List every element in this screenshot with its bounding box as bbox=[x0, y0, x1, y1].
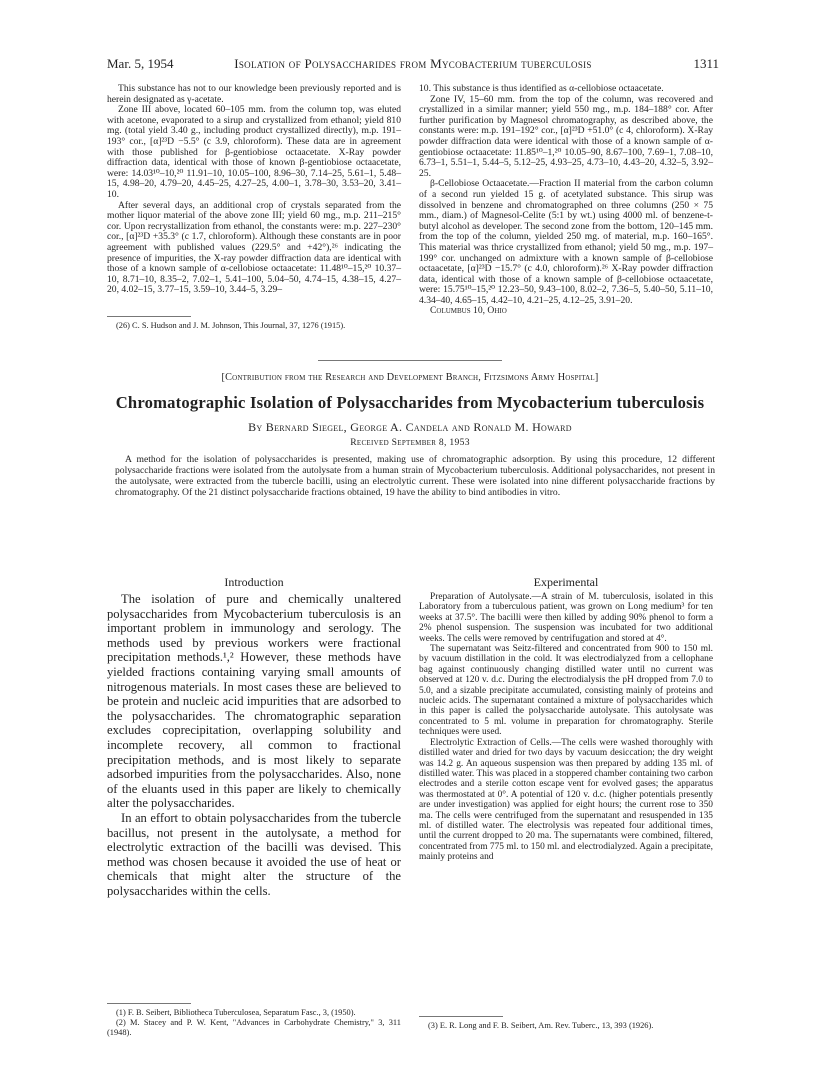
footnote-text: (1) F. B. Seibert, Bibliotheca Tuberculosea, Separatum Fasc., 3, (1950). bbox=[116, 1008, 356, 1017]
introduction-heading: Introduction bbox=[224, 575, 284, 589]
paragraph: Zone III above, located 60–105 mm. from the column top, was eluted with acetone, evaporated to a sirup and crystallized from ethanol; yield 810 mg. (total yield 3.40 g., including product crystallized directly), m.p. 191–193° cor., [α]²³D −5.5° (c 3.9, chloroform). These data are in agreement with those published for β-gentiobiose octaacetate. X-Ray powder diffraction data, identical with those of known β-gentiobiose octaacetate, were: 14.03¹⁰–10,²⁰ 11.91–10, 10.05–100, 8.96–30, 7.14–25, 5.61–1, 5.48–15, 4.98–20, 4.79–20, 4.45–25, 4.27–25, 4.00–1, 3.78–30, 3.53–20, 3.41–10. bbox=[107, 104, 401, 200]
footnote-text: (26) C. S. Hudson and J. M. Johnson, This Journal, 37, 1276 (1915). bbox=[116, 321, 346, 330]
footnote-3 bbox=[419, 1021, 713, 1031]
abstract: A method for the isolation of polysaccharides is presented, making use of chromatographic adsorption. By using this procedure, 12 different polysaccharide fractions were isolated from the autolysate from a human strain of Mycobacterium tuberculosis. Additional polysaccharides, not present in the autolysate, were extracted from the tubercle bacilli, using an electrolytic current. These were isolated into nine different polysaccharide fractions by chromatography. Of the 21 distinct polysaccharide fractions obtained, 19 have the ability to bind antibodies in vitro. bbox=[115, 454, 715, 498]
page-number: 1311 bbox=[693, 56, 719, 71]
running-header bbox=[107, 56, 719, 72]
paragraph: The isolation of pure and chemically unaltered polysaccharides from Mycobacterium tuberculosis is an important problem in immunology and serology. The methods used by previous workers were fractional precipitation methods.¹,² However, these methods have yielded fractions containing varying small amounts of nitrogenous materials. In most cases these are believed to be protein and nucleic acid impurities that are adsorbed to the polysaccharides. The chromatographic separation excludes coprecipitation, overlapping solubility and incomplete recovery, all common to fractional precipitation methods, and is most likely to separate adsorbed impurities from the polysaccharides. Also, none of the eluants used in this paper are likely to chemically alter the polysaccharides. bbox=[107, 592, 401, 811]
footnote-text: (3) E. R. Long and F. B. Seibert, Am. Rev. Tuberc., 13, 393 (1926). bbox=[428, 1021, 654, 1030]
received-date: Received September 8, 1953 bbox=[350, 437, 470, 448]
paragraph: In an effort to obtain polysaccharides from the tubercle bacillus, not present in the autolysate, a method for electrolytic extraction of the bacilli was devised. This method was chosen because it avoided the use of heat or chemicals that might alter the structure of the polysaccharides within the cells. bbox=[107, 810, 401, 898]
paragraph: Preparation of Autolysate.—A strain of M. tuberculosis, isolated in this Laboratory from a tuberculous patient, was grown on Long medium³ for ten weeks at 37.5°. The bacilli were then killed by adding 90% phenol to form a 2% phenol suspension. The suspension was incubated for two additional weeks. The cells were removed by centrifugation and stored at 4°. bbox=[419, 592, 713, 644]
footnote-rule bbox=[107, 1003, 191, 1004]
paragraph: This substance has not to our knowledge been previously reported and is herein designated as γ-acetate. bbox=[107, 83, 401, 105]
footnote-text: (2) M. Stacey and P. W. Kent, "Advances in Carbohydrate Chemistry," 3, 311 (1948). bbox=[107, 1017, 401, 1037]
paragraph: β-Cellobiose Octaacetate.—Fraction II material from the carbon column of a second run yielded 15 g. of acetylated substance. This sirup was dissolved in benzene and chromatographed on three columns (250 × 75 mm., diam.) of Magnesol-Celite (5:1 by wt.) using 4000 ml. of benzene-t-butyl alcohol as developer. The second zone from the bottom, 120–145 mm. from the top of the column, yielded 250 mg. of material, m.p. 160–165°. This material was thrice crystallized from ethanol; yield 50 mg., m.p. 197–199° cor. unchanged on admixture with a known sample of β-cellobiose octaacetate, [α]²³D −15.7° (c 4.0, chloroform).²⁶ X-Ray powder diffraction data, identical with those of a known sample of β-cellobiose octaacetate, were: 15.75¹⁰–15,²⁰ 12.23–50, 9.43–100, 8.02–2, 7.36–5, 5.40–50, 5.11–10, 4.34–40, 4.65–15, 4.42–10, 4.21–25, 4.12–25, 3.91–20. bbox=[419, 178, 713, 306]
introduction-body bbox=[107, 592, 401, 898]
paragraph: Electrolytic Extraction of Cells.—The cells were washed thoroughly with distilled water and dried for two days by vacuum desiccation; the dry weight was 14.2 g. An aqueous suspension was then prepared by adding 135 ml. of distilled water. This was placed in a stoppered chamber containing two carbon electrodes and a sterile cotton escape vent for evolved gases; the apparatus was thermostated at 0°. A potential of 120 v. d.c. (higher potentials presently are under investigation) was applied for eight hours; the current rose to 350 ma. The cells were centrifuged from the supernatant and resuspended in 135 ml. of distilled water. The electrolysis was repeated four additional times, until the current dropped to 20 ma. The supernatants were combined, filtered, concentrated from 775 ml. to 150 ml. and electrodialyzed. Again a precipitate, mainly proteins and bbox=[419, 737, 713, 863]
author-line: By Bernard Siegel, George A. Candela and Ronald M. Howard bbox=[248, 420, 572, 434]
paragraph: Zone IV, 15–60 mm. from the top of the column, was recovered and crystallized in a similar manner; yield 550 mg., m.p. 184–188° cor. After further purification by Magnesol chromatography, as described above, the constants were: m.p. 191–192° cor., [α]²³D +51.0° (c 4, chloroform). X-Ray powder diffraction data were identical with those of a known sample of α-gentiobiose octaacetate: 11.85¹⁰–1,²⁰ 10.05–90, 8.67–100, 7.69–1, 7.08–10, 6.73–1, 5.51–1, 5.44–5, 5.12–25, 4.93–25, 4.73–10, 4.43–20, 4.32–5, 3.92–25. bbox=[419, 93, 713, 179]
article-title: Chromatographic Isolation of Polysaccharides from Mycobacterium tuberculosis bbox=[115, 393, 705, 412]
section-divider bbox=[318, 360, 502, 361]
issue-date: Mar. 5, 1954 bbox=[107, 56, 174, 71]
footnote-26 bbox=[107, 321, 401, 331]
experimental-body bbox=[419, 592, 713, 863]
introduction-footnotes bbox=[107, 1008, 401, 1037]
footnote-rule bbox=[419, 1016, 503, 1017]
contribution-line: [Contribution from the Research and Development Branch, Fitzsimons Army Hospital] bbox=[221, 372, 599, 383]
paragraph: The supernatant was Seitz-filtered and concentrated from 900 to 150 ml. by vacuum distillation in the cold. It was electrodialyzed from a cellophane bag against continuously changing distilled water until no current was observed at 120 v. d.c. During the electrodialysis the pH dropped from 7.0 to 5.0, and a sizable precipitate accumulated, consisting mainly of proteins and nucleic acids. The supernatant contained a mixture of polysaccharides which in this paper is called the polysaccharide autolysate. This autolysate was concentrated to 5 ml. volume in preparation for chromatography. Sterile techniques were used. bbox=[419, 644, 713, 738]
paragraph: 10. This substance is thus identified as α-cellobiose octaacetate. bbox=[419, 83, 664, 94]
top-right-column bbox=[419, 84, 713, 317]
location: Columbus 10, Ohio bbox=[430, 305, 507, 317]
top-left-column bbox=[107, 84, 401, 296]
paragraph: After several days, an additional crop of crystals separated from the mother liquor material of the above zone III; yield 60 mg., m.p. 211–215° cor. Upon recrystallization from ethanol, the constants were: m.p. 227–230° cor., [α]²³D +35.3° (c 1.7, chloroform). Although these constants are in poor agreement with published values (229.5° and +42°),²⁶ indicating the presence of impurities, the X-ray powder diffraction data are identical with those of a known sample of α-cellobiose octaacetate: 11.48¹⁰–15,²⁰ 10.37–10, 8.71–10, 8.35–2, 7.02–1, 5.41–100, 5.04–50, 4.74–15, 4.38–15, 4.27–20, 4.02–15, 3.77–15, 3.59–10, 3.44–5, 3.29– bbox=[107, 199, 401, 296]
footnote-rule bbox=[107, 316, 191, 317]
experimental-heading: Experimental bbox=[533, 575, 599, 589]
running-title: Isolation of Polysaccharides from Mycobacterium tuberculosis bbox=[234, 56, 592, 71]
